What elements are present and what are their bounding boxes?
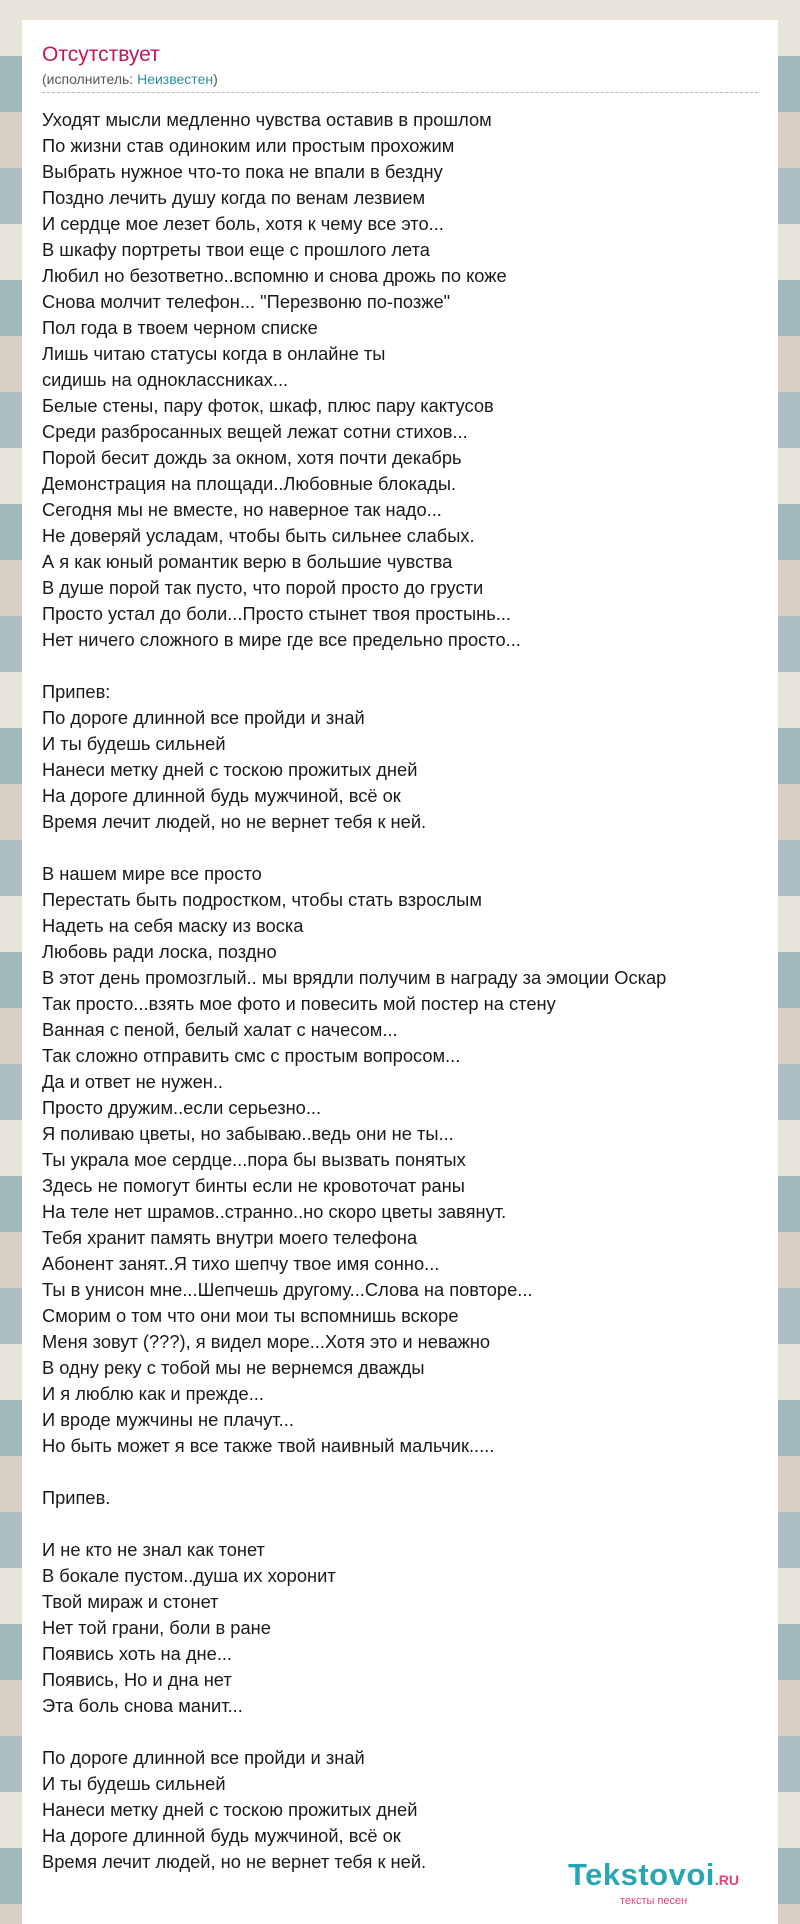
lyric-line: Любил но безответно..вспомню и снова дрожь по коже xyxy=(42,265,507,286)
lyric-line: И вроде мужчины не плачут... xyxy=(42,1409,294,1430)
lyric-line: И ты будешь сильней xyxy=(42,1773,226,1794)
lyric-line: Так сложно отправить смс с простым вопросом... xyxy=(42,1045,461,1066)
lyric-line: Не доверяй усладам, чтобы быть сильнее слабых. xyxy=(42,525,475,546)
lyric-line: Сегодня мы не вместе, но наверное так надо... xyxy=(42,499,442,520)
artist-prefix: (исполнитель: xyxy=(42,71,138,87)
tekstovoi-logo[interactable] xyxy=(568,1857,778,1907)
lyric-line: Порой бесит дождь за окном, хотя почти декабрь xyxy=(42,447,462,468)
lyric-line: Появись, Но и дна нет xyxy=(42,1669,232,1690)
artist-suffix: ) xyxy=(213,71,218,87)
lyrics-card xyxy=(22,20,778,1924)
lyric-line: Нанеси метку дней с тоскою прожитых дней xyxy=(42,759,418,780)
lyric-line: сидишь на одноклассниках... xyxy=(42,369,289,390)
blank-line xyxy=(42,1511,758,1537)
lyric-line: Лишь читаю статусы когда в онлайне ты xyxy=(42,343,386,364)
logo-tld: .RU xyxy=(714,1872,740,1888)
lyric-line: Нанеси метку дней с тоскою прожитых дней xyxy=(42,1799,418,1820)
lyric-line: Появись хоть на дне... xyxy=(42,1643,233,1664)
lyric-line: В одну реку с тобой мы не вернемся дважды xyxy=(42,1357,425,1378)
lyric-line: Но быть может я все также твой наивный мальчик..... xyxy=(42,1435,495,1456)
logo-tagline: тексты песен xyxy=(620,1895,688,1907)
lyric-line: В этот день промозглый.. мы врядли получим в награду за эмоции Оскар xyxy=(42,967,667,988)
blank-line xyxy=(42,653,758,679)
lyric-line: Выбрать нужное что-то пока не впали в бездну xyxy=(42,161,443,182)
lyric-line: По жизни став одиноким или простым прохожим xyxy=(42,135,455,156)
lyric-line: Уходят мысли медленно чувства оставив в прошлом xyxy=(42,109,492,130)
lyric-line: Нет ничего сложного в мире где все предельно просто... xyxy=(42,629,521,650)
lyric-line: Припев. xyxy=(42,1487,111,1508)
lyric-line: На дороге длинной будь мужчиной, всё ок xyxy=(42,1825,401,1846)
lyric-line: Время лечит людей, но не вернет тебя к ней. xyxy=(42,811,427,832)
lyric-line: Меня зовут (???), я видел море...Хотя это и неважно xyxy=(42,1331,491,1352)
lyric-line: Твой мираж и стонет xyxy=(42,1591,219,1612)
lyric-line: Тебя хранит память внутри моего телефона xyxy=(42,1227,418,1248)
song-title: Отсутствует xyxy=(42,43,160,66)
lyric-line: Перестать быть подростком, чтобы стать взрослым xyxy=(42,889,482,910)
blank-line xyxy=(42,1719,758,1745)
lyric-line: Снова молчит телефон... "Перезвоню по-позже" xyxy=(42,291,451,312)
lyric-line: Пол года в твоем черном списке xyxy=(42,317,318,338)
lyric-line: Надеть на себя маску из воска xyxy=(42,915,304,936)
lyric-line: Нет той грани, боли в ране xyxy=(42,1617,271,1638)
lyric-line: Сморим о том что они мои ты вспомнишь вскоре xyxy=(42,1305,459,1326)
lyric-line: Так просто...взять мое фото и повесить мой постер на стену xyxy=(42,993,556,1014)
lyric-line: Просто дружим..если серьезно... xyxy=(42,1097,322,1118)
artist-line xyxy=(42,70,758,93)
lyric-line: В душе порой так пусто, что порой просто до грусти xyxy=(42,577,484,598)
logo-name: Tekstovoi xyxy=(568,1857,715,1892)
lyric-line: Ты в унисон мне...Шепчешь другому...Слова на повторе... xyxy=(42,1279,533,1300)
lyric-line: На дороге длинной будь мужчиной, всё ок xyxy=(42,785,401,806)
blank-line xyxy=(42,835,758,861)
lyric-line: В бокале пустом..душа их хоронит xyxy=(42,1565,336,1586)
lyric-line: И сердце мое лезет боль, хотя к чему все это... xyxy=(42,213,444,234)
lyric-line: Белые стены, пару фоток, шкаф, плюс пару кактусов xyxy=(42,395,494,416)
lyric-line: По дороге длинной все пройди и знай xyxy=(42,1747,365,1768)
lyric-line: Да и ответ не нужен.. xyxy=(42,1071,224,1092)
lyric-line: По дороге длинной все пройди и знай xyxy=(42,707,365,728)
lyric-line: Просто устал до боли...Просто стынет твоя простынь... xyxy=(42,603,512,624)
lyric-line: Поздно лечить душу когда по венам лезвием xyxy=(42,187,426,208)
artist-link[interactable]: Неизвестен xyxy=(137,71,214,87)
lyric-line: Демонстрация на площади..Любовные блокады. xyxy=(42,473,457,494)
lyric-line: В шкафу портреты твои еще с прошлого лета xyxy=(42,239,430,260)
lyric-line: Время лечит людей, но не вернет тебя к ней. xyxy=(42,1851,427,1872)
lyric-line: Любовь ради лоска, поздно xyxy=(42,941,277,962)
lyric-line: Припев: xyxy=(42,681,111,702)
lyric-line: И я люблю как и прежде... xyxy=(42,1383,264,1404)
blank-line xyxy=(42,1459,758,1485)
lyric-line: Здесь не помогут бинты если не кровоточат раны xyxy=(42,1175,465,1196)
lyric-line: На теле нет шрамов..странно..но скоро цветы завянут. xyxy=(42,1201,507,1222)
lyric-line: А я как юный романтик верю в большие чувства xyxy=(42,551,453,572)
lyric-line: Я поливаю цветы, но забываю..ведь они не ты... xyxy=(42,1123,454,1144)
lyric-line: Ванная с пеной, белый халат с начесом... xyxy=(42,1019,398,1040)
lyric-line: Ты украла мое сердце...пора бы вызвать понятых xyxy=(42,1149,466,1170)
lyric-line: Абонент занят..Я тихо шепчу твое имя сонно... xyxy=(42,1253,440,1274)
lyric-line: И не кто не знал как тонет xyxy=(42,1539,265,1560)
lyric-line: В нашем мире все просто xyxy=(42,863,262,884)
lyrics-text xyxy=(42,107,758,1875)
lyric-line: Эта боль снова манит... xyxy=(42,1695,243,1716)
lyric-line: И ты будешь сильней xyxy=(42,733,226,754)
lyric-line: Среди разбросанных вещей лежат сотни стихов... xyxy=(42,421,468,442)
